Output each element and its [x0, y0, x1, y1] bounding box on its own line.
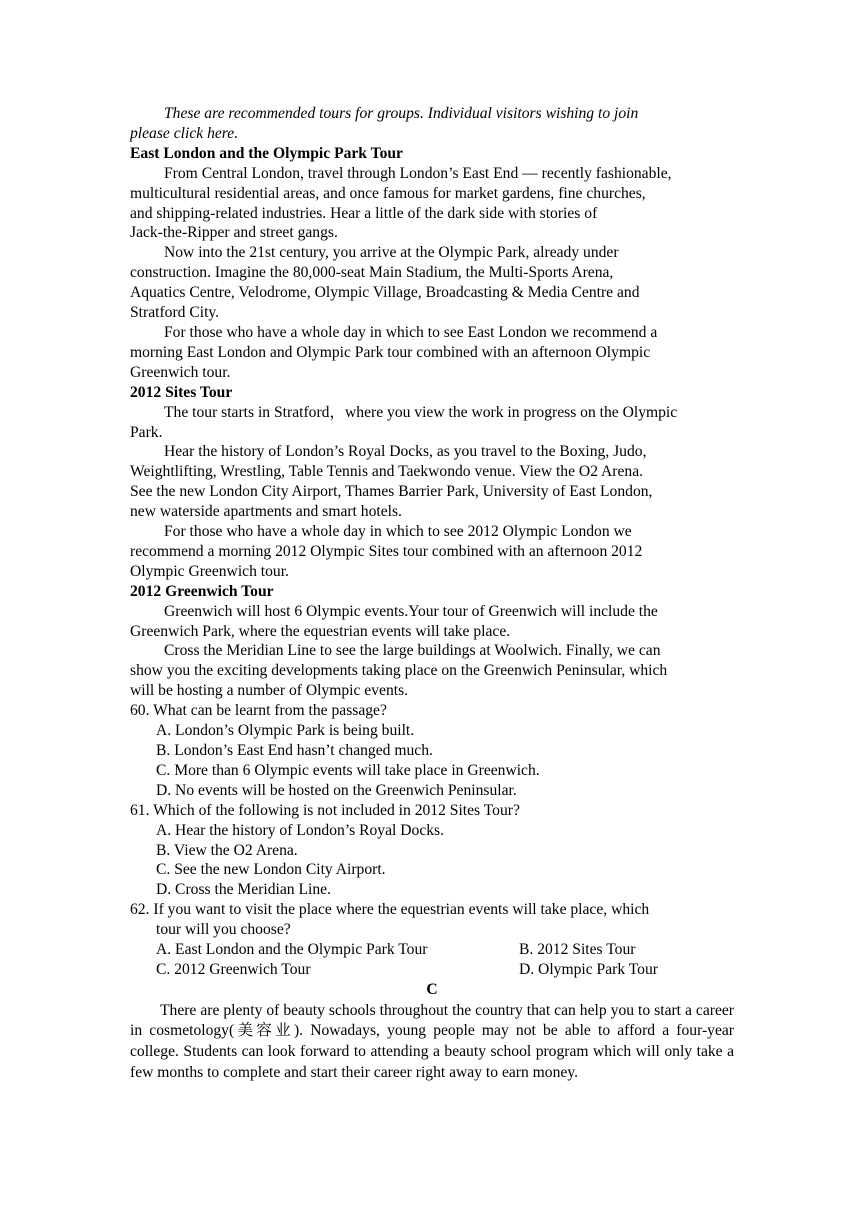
question-stem: 62. If you want to visit the place where the equestrian events will take place, which	[130, 901, 650, 919]
text-line: Stratford City.	[130, 304, 220, 322]
question-stem: 60. What can be learnt from the passage?	[130, 702, 387, 720]
text-line: Aquatics Centre, Velodrome, Olympic Village, Broadcasting & Media Centre and	[130, 284, 640, 302]
section-heading: East London and the Olympic Park Tour	[130, 144, 403, 162]
question-stem: 61. Which of the following is not included in 2012 Sites Tour?	[130, 801, 520, 819]
answer-option: D. No events will be hosted on the Greenwich Peninsular.	[156, 781, 517, 799]
document-page	[130, 104, 734, 1099]
text-line: Greenwich tour.	[130, 363, 231, 381]
text-line: For those who have a whole day in which to see 2012 Olympic London we	[164, 523, 632, 541]
section-heading: 2012 Greenwich Tour	[130, 582, 274, 600]
text-line: From Central London, travel through London’s East End — recently fashionable,	[164, 164, 672, 182]
answer-option: B. View the O2 Arena.	[156, 841, 298, 859]
part-label: C	[426, 980, 438, 998]
answer-option: C. See the new London City Airport.	[156, 861, 386, 879]
text-line: Park.	[130, 423, 163, 441]
text-line: new waterside apartments and smart hotels.	[130, 503, 402, 521]
text-line: Jack-the-Ripper and street gangs.	[130, 224, 338, 242]
answer-option: A. East London and the Olympic Park Tour	[156, 941, 428, 959]
answer-option: A. London’s Olympic Park is being built.	[156, 722, 415, 740]
text-line: The tour starts in Stratford，where you view the work in progress on the Olympic	[164, 403, 678, 421]
answer-option: C. 2012 Greenwich Tour	[156, 960, 311, 978]
answer-option: A. Hear the history of London’s Royal Docks.	[156, 821, 445, 839]
answer-option-row	[130, 940, 734, 960]
text-line: recommend a morning 2012 Olympic Sites tour combined with an afternoon 2012	[130, 542, 643, 560]
text-line: Olympic Greenwich tour.	[130, 562, 289, 580]
text-line: For those who have a whole day in which to see East London we recommend a	[164, 323, 658, 341]
text-line: multicultural residential areas, and once famous for market gardens, fine churches,	[130, 184, 646, 202]
passage-paragraph: There are plenty of beauty schools throughout the country that can help you to start a career in cosmetology(美容业). Nowadays, young people may not be able to afford a four-year college. Students can look forward to attending a beauty school program which will only take a few months to complete and start their career right away to earn money.	[130, 1001, 734, 1081]
text-line: show you the exciting developments taking place on the Greenwich Peninsular, which	[130, 662, 668, 680]
text-line: Hear the history of London’s Royal Docks, as you travel to the Boxing, Judo,	[164, 443, 647, 461]
intro-line: These are recommended tours for groups. Individual visitors wishing to join	[164, 105, 639, 122]
text-line: Greenwich will host 6 Olympic events.Your tour of Greenwich will include the	[164, 602, 658, 620]
text-line: construction. Imagine the 80,000-seat Main Stadium, the Multi-Sports Arena,	[130, 264, 614, 282]
section-heading: 2012 Sites Tour	[130, 383, 233, 401]
text-line: Greenwich Park, where the equestrian events will take place.	[130, 622, 511, 640]
answer-option: B. London’s East End hasn’t changed much.	[156, 742, 433, 759]
intro-line: please click here.	[130, 124, 239, 142]
answer-option: D. Cross the Meridian Line.	[156, 881, 331, 899]
answer-option: C. More than 6 Olympic events will take place in Greenwich.	[156, 761, 540, 779]
answer-option: D. Olympic Park Tour	[519, 960, 658, 978]
answer-option-row	[130, 960, 734, 980]
answer-option: B. 2012 Sites Tour	[519, 941, 636, 959]
text-line: Now into the 21st century, you arrive at the Olympic Park, already under	[164, 244, 619, 262]
text-line: and shipping-related industries. Hear a little of the dark side with stories of	[130, 204, 598, 222]
text-line: Cross the Meridian Line to see the large buildings at Woolwich. Finally, we can	[164, 642, 661, 660]
text-line: will be hosting a number of Olympic events.	[130, 682, 409, 700]
question-stem-continued: tour will you choose?	[156, 921, 291, 939]
text-line: morning East London and Olympic Park tour combined with an afternoon Olympic	[130, 343, 651, 361]
text-line: See the new London City Airport, Thames Barrier Park, University of East London,	[130, 483, 653, 501]
text-line: Weightlifting, Wrestling, Table Tennis and Taekwondo venue. View the O2 Arena.	[130, 463, 644, 481]
